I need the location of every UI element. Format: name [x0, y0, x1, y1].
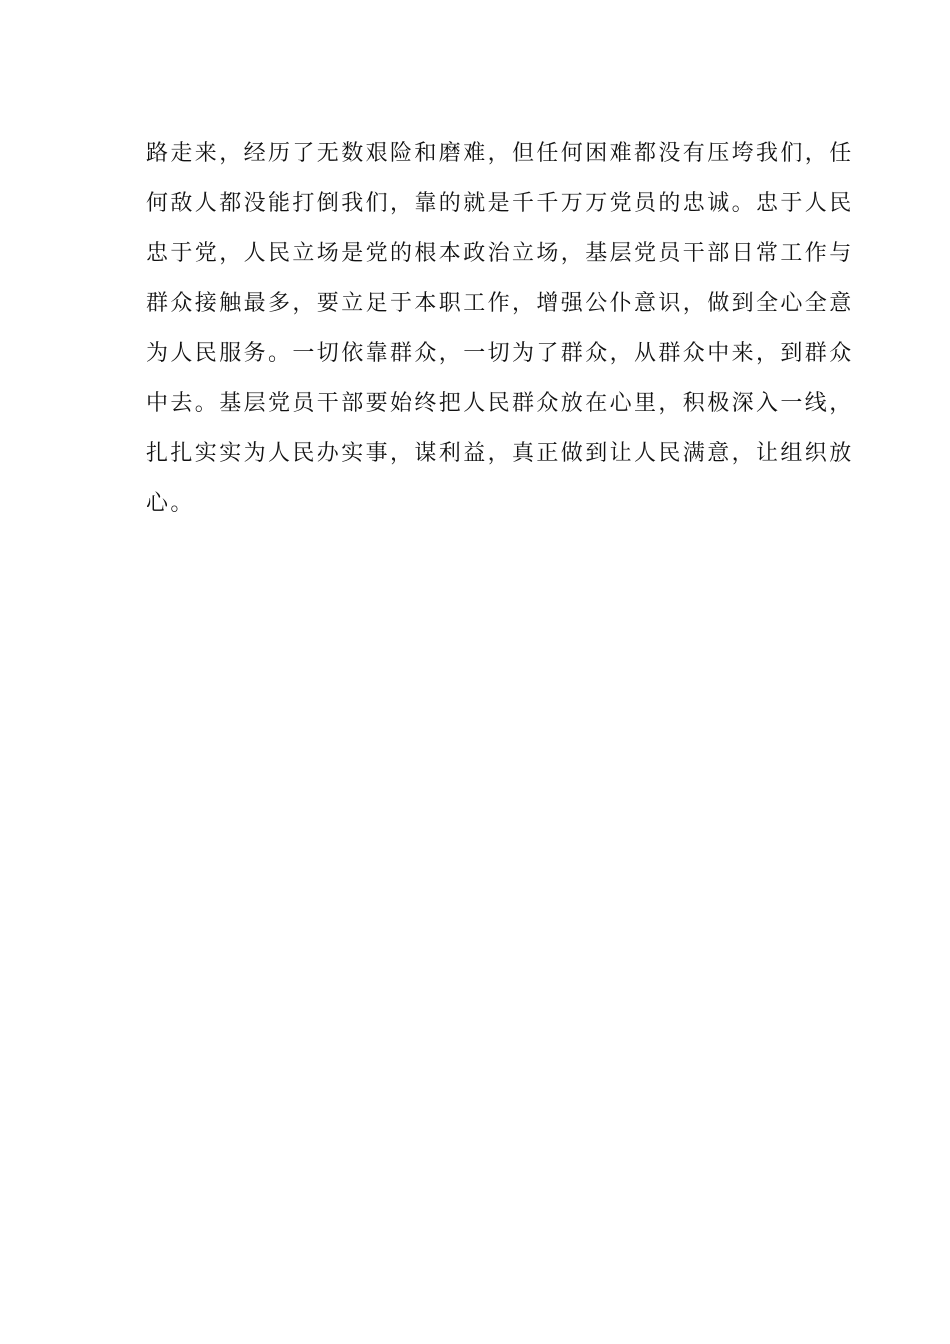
paragraph-line: 忠于党，人民立场是党的根本政治立场，基层党员干部日常工作与 — [146, 241, 854, 266]
paragraph-line: 扎扎实实为人民办实事，谋利益，真正做到让人民满意，让组织放 — [146, 441, 854, 466]
paragraph-line: 为人民服务。一切依靠群众，一切为了群众，从群众中来，到群众 — [146, 341, 854, 366]
paragraph-line: 群众接触最多，要立足于本职工作，增强公仆意识，做到全心全意 — [146, 291, 854, 316]
paragraph-line: 心。 — [146, 491, 195, 516]
body-paragraph — [146, 136, 854, 536]
paragraph-line: 何敌人都没能打倒我们，靠的就是千千万万党员的忠诚。忠于人民 — [146, 191, 854, 216]
paragraph-line: 路走来，经历了无数艰险和磨难，但任何困难都没有压垮我们，任 — [146, 141, 854, 166]
paragraph-line: 中去。基层党员干部要始终把人民群众放在心里，积极深入一线， — [146, 391, 854, 416]
